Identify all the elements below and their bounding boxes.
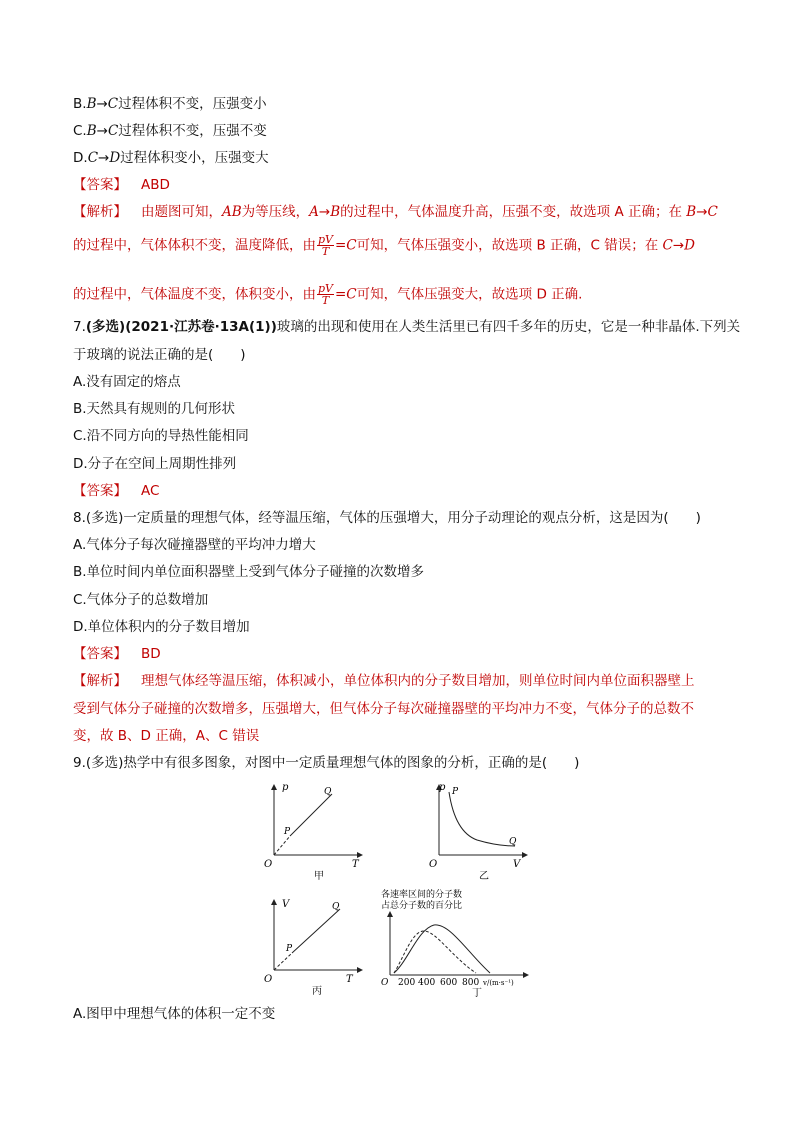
x-axis-label: T [346,974,353,985]
q8-analysis-line-3: 变，故 B、D 正确，A、C 错误 [73,728,260,744]
q9-option-a: A.图甲中理想气体的体积一定不变 [73,1006,276,1022]
point-p-label: P [284,827,291,837]
analysis-tag: 【解析】 [73,204,127,220]
answer-tag: 【答案】 [73,483,127,499]
fraction-pv-over-t: $\frac{pV}{T}$ [318,282,333,307]
q8-option-c: C.气体分子的总数增加 [73,592,209,608]
point-q-label: Q [324,787,332,797]
q6-answer [73,176,170,194]
q8-analysis-line-1: 【解析】 理想气体经等温压缩，体积减小，单位体积内的分子数目增加，则单位时间内单位面积器壁上 [73,673,695,689]
q6-option-c: C.B→C过程体积不变，压强不变 [73,123,267,139]
y-axis-label: p [439,782,446,793]
x-axis-label: T [352,859,359,870]
caption: 丙 [312,986,322,995]
q8-option-b: B.单位时间内单位面积器壁上受到气体分子碰撞的次数增多 [73,564,425,580]
point-p-label: P [286,944,293,954]
tick-label: 800 [462,978,480,988]
caption: 甲 [314,871,324,880]
q7-option-c: C.沿不同方向的导热性能相同 [73,428,249,444]
q7-answer [73,482,159,500]
q7-option-d: D.分子在空间上周期性排列 [73,456,237,472]
dashed-extension [274,953,292,970]
point-p-label: P [452,787,459,797]
tick-label: 200 [398,978,416,988]
isotherm-curve [449,792,515,846]
q7-stem: 7.(多选)(2021·江苏卷·13A(1))玻璃的出现和使用在人类生活里已有四千多年的历史，它是一种非晶体.下列关 [73,319,741,335]
q8-answer [73,645,161,663]
q9-stem: 9.(多选)热学中有很多图象，对图中一定质量理想气体的图象的分析，正确的是( ) [73,755,580,771]
graph-yi [427,780,537,880]
origin-label: O [264,859,273,870]
graph-jia [262,780,372,880]
q8-option-d: D.单位体积内的分子数目增加 [73,619,250,635]
q8-analysis-line-2: 受到气体分子碰撞的次数增多，压强增大，但气体分子每次碰撞器壁的平均冲力不变，气体分子的总数不 [73,701,694,717]
q7-stem-line-2: 于玻璃的说法正确的是( ) [73,347,246,363]
tick-label: 400 [418,978,436,988]
q7-option-a: A.没有固定的熔点 [73,374,181,390]
process-line [290,794,332,836]
q8-option-a: A.气体分子每次碰撞器壁的平均冲力增大 [73,537,316,553]
answer-value: ABD [141,177,170,193]
q6-option-b: B.B→C过程体积不变，压强变小 [73,96,267,112]
q6-analysis-line-3: 的过程中，气体温度不变，体积变小，由 $\frac{pV}{T}$ =C可知，气体压强变大，故选项 D 正确. [73,282,583,307]
point-q-label: Q [509,837,517,847]
x-axis-label: v/(m·s⁻¹) [483,979,514,987]
q8-stem: 8.(多选)一定质量的理想气体，经等温压缩，气体的压强增大，用分子动理论的观点分析，这是因为( ) [73,510,701,526]
origin-label: O [264,974,273,985]
answer-tag: 【答案】 [73,177,127,193]
dashed-extension [274,836,290,855]
process-line [292,909,340,953]
graph-bing [262,895,372,995]
y-axis-label: p [282,782,289,793]
solid-distribution-curve [394,925,490,973]
answer-value: AC [141,483,160,499]
y-axis-label: V [282,899,290,910]
dashed-distribution-curve [394,931,476,973]
q6-analysis-line-1: 【解析】 由题图可知，AB为等压线，A→B的过程中，气体温度升高，压强不变，故选项 A 正确；在 B→C [73,204,718,220]
y-title-line-1: 各速率区间的分子数 [381,890,463,900]
tick-label: 600 [440,978,458,988]
answer-tag: 【答案】 [73,646,127,662]
y-title-line-2: 占总分子数的百分比 [381,901,463,911]
origin-label: O [429,859,438,870]
analysis-tag: 【解析】 [73,673,127,689]
q6-option-d: D.C→D过程体积变小，压强变大 [73,150,269,166]
x-axis-label: V [513,859,521,870]
fraction-pv-over-t: $\frac{pV}{T}$ [318,233,333,258]
caption: 乙 [479,871,489,880]
q7-option-b: B.天然具有规则的几何形状 [73,401,236,417]
origin-label: O [381,978,389,988]
graph-ding [378,887,533,997]
answer-value: BD [141,646,161,662]
caption: 丁 [472,988,482,997]
point-q-label: Q [332,902,340,912]
q6-analysis-line-2: 的过程中，气体体积不变，温度降低，由 $\frac{pV}{T}$ =C可知，气体压强变小，故选项 B 正确，C 错误；在 C→D [73,233,695,258]
